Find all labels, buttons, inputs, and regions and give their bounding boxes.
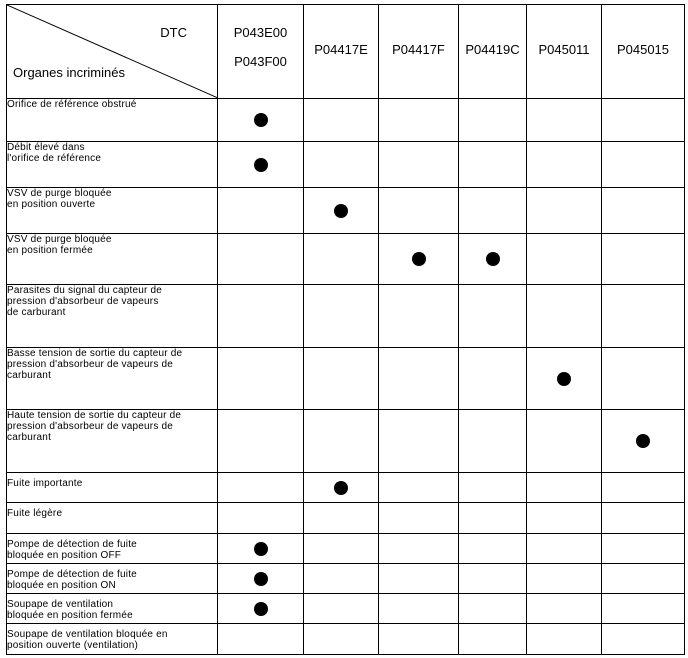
table-row: [7, 594, 685, 624]
table-row: [7, 234, 685, 285]
organ-label: [7, 410, 218, 473]
matrix-cell: [304, 410, 379, 473]
matrix-cell: [379, 234, 459, 285]
matrix-cell: [602, 142, 685, 188]
organ-label: [7, 503, 218, 534]
matrix-cell: [459, 188, 527, 234]
filled-dot-icon: [412, 252, 426, 266]
organ-label-text: Basse tension de sortie du capteur de pression d'absorbeur de vapeurs de carburant: [7, 348, 183, 381]
filled-dot-icon: [557, 372, 571, 386]
dtc-code: P045015: [616, 42, 670, 57]
dtc-matrix-table: [6, 4, 685, 655]
matrix-cell: [218, 594, 304, 624]
matrix-cell: [527, 624, 602, 655]
matrix-cell: [527, 99, 602, 142]
organ-label: [7, 624, 218, 655]
dtc-code: P043F00: [234, 54, 287, 69]
matrix-cell: [218, 534, 304, 564]
organ-label-text: Haute tension de sortie du capteur de pression d'absorbeur de vapeurs de carburant: [7, 410, 182, 443]
filled-dot-icon: [636, 434, 650, 448]
matrix-cell: [379, 534, 459, 564]
matrix-cell: [459, 234, 527, 285]
table-row: [7, 285, 685, 348]
matrix-cell: [459, 534, 527, 564]
matrix-cell: [459, 624, 527, 655]
organ-label: [7, 473, 218, 503]
filled-dot-icon: [334, 481, 348, 495]
organ-label: [7, 188, 218, 234]
matrix-cell: [379, 410, 459, 473]
matrix-cell: [379, 348, 459, 410]
matrix-cell: [602, 99, 685, 142]
filled-dot-icon: [254, 158, 268, 172]
matrix-cell: [527, 534, 602, 564]
matrix-cell: [602, 285, 685, 348]
dtc-label: DTC: [160, 25, 187, 40]
matrix-cell: [527, 503, 602, 534]
matrix-cell: [527, 142, 602, 188]
organ-label: [7, 348, 218, 410]
matrix-cell: [379, 188, 459, 234]
matrix-cell: [527, 188, 602, 234]
matrix-cell: [602, 503, 685, 534]
matrix-cell: [527, 410, 602, 473]
organ-label-text: Pompe de détection de fuite bloquée en position ON: [7, 569, 137, 591]
organ-label-text: Soupape de ventilation bloquée en position fermée: [7, 599, 133, 621]
table-row: [7, 624, 685, 655]
dtc-code-header: [304, 5, 379, 99]
dtc-code: P04419C: [465, 42, 520, 57]
matrix-cell: [304, 285, 379, 348]
matrix-cell: [218, 234, 304, 285]
table-row: [7, 188, 685, 234]
organ-label-text: Orifice de référence obstrué: [7, 99, 137, 110]
matrix-cell: [379, 624, 459, 655]
filled-dot-icon: [486, 252, 500, 266]
organ-label-text: VSV de purge bloquée en position fermée: [7, 234, 112, 256]
matrix-cell: [527, 348, 602, 410]
table-row: [7, 503, 685, 534]
organ-label: [7, 594, 218, 624]
matrix-cell: [602, 564, 685, 594]
matrix-cell: [218, 503, 304, 534]
dtc-code: P04417F: [392, 42, 445, 57]
organ-label-text: Fuite légère: [7, 508, 63, 519]
matrix-cell: [304, 594, 379, 624]
matrix-cell: [527, 473, 602, 503]
diagonal-divider: [7, 5, 218, 98]
dtc-code-header: [527, 5, 602, 99]
table-row: [7, 410, 685, 473]
matrix-cell: [304, 624, 379, 655]
table-row: [7, 142, 685, 188]
matrix-cell: [218, 410, 304, 473]
organ-label: [7, 285, 218, 348]
matrix-cell: [218, 99, 304, 142]
matrix-cell: [304, 503, 379, 534]
matrix-cell: [379, 473, 459, 503]
dtc-code-header: [459, 5, 527, 99]
filled-dot-icon: [254, 602, 268, 616]
filled-dot-icon: [254, 113, 268, 127]
matrix-cell: [459, 503, 527, 534]
table-row: [7, 99, 685, 142]
matrix-cell: [304, 234, 379, 285]
matrix-cell: [218, 348, 304, 410]
matrix-cell: [379, 594, 459, 624]
matrix-cell: [527, 594, 602, 624]
filled-dot-icon: [334, 204, 348, 218]
organ-label: [7, 234, 218, 285]
matrix-cell: [527, 285, 602, 348]
organ-label: [7, 99, 218, 142]
table-row: [7, 348, 685, 410]
filled-dot-icon: [254, 572, 268, 586]
matrix-cell: [527, 234, 602, 285]
matrix-cell: [304, 188, 379, 234]
matrix-body: [7, 99, 685, 655]
matrix-cell: [379, 564, 459, 594]
matrix-cell: [459, 594, 527, 624]
table-row: [7, 473, 685, 503]
organ-label: [7, 564, 218, 594]
dtc-code: P043E00: [233, 25, 288, 40]
matrix-cell: [602, 473, 685, 503]
matrix-cell: [602, 534, 685, 564]
matrix-cell: [304, 99, 379, 142]
matrix-cell: [602, 410, 685, 473]
matrix-cell: [602, 624, 685, 655]
dtc-code-header: [379, 5, 459, 99]
matrix-cell: [379, 503, 459, 534]
matrix-cell: [218, 624, 304, 655]
organ-label-text: Parasites du signal du capteur de pression d'absorbeur de vapeurs de carburant: [7, 285, 163, 318]
matrix-cell: [459, 473, 527, 503]
dtc-code-header: [218, 5, 304, 99]
organ-label: [7, 534, 218, 564]
matrix-cell: [218, 188, 304, 234]
matrix-cell: [379, 99, 459, 142]
matrix-cell: [459, 142, 527, 188]
matrix-cell: [459, 564, 527, 594]
matrix-cell: [218, 564, 304, 594]
matrix-cell: [459, 348, 527, 410]
matrix-cell: [602, 348, 685, 410]
header-row: [7, 5, 685, 99]
organ-label-text: Soupape de ventilation bloquée en position ouverte (ventilation): [7, 629, 168, 651]
matrix-cell: [218, 285, 304, 348]
dtc-code: P04417E: [314, 42, 368, 57]
matrix-cell: [304, 473, 379, 503]
organ-label-text: Débit élevé dans l'orifice de référence: [7, 142, 102, 164]
dtc-code-header: [602, 5, 685, 99]
matrix-cell: [527, 564, 602, 594]
matrix-cell: [459, 285, 527, 348]
matrix-cell: [459, 410, 527, 473]
dtc-code: P045011: [538, 42, 590, 57]
organ-label-text: Fuite importante: [7, 478, 83, 489]
table-row: [7, 534, 685, 564]
matrix-cell: [602, 234, 685, 285]
matrix-cell: [304, 348, 379, 410]
matrix-cell: [304, 534, 379, 564]
organ-label-text: VSV de purge bloquée en position ouverte: [7, 188, 112, 210]
matrix-cell: [459, 99, 527, 142]
matrix-cell: [218, 473, 304, 503]
organ-label: [7, 142, 218, 188]
matrix-cell: [304, 142, 379, 188]
matrix-cell: [218, 142, 304, 188]
matrix-cell: [379, 142, 459, 188]
matrix-cell: [379, 285, 459, 348]
filled-dot-icon: [254, 542, 268, 556]
matrix-cell: [304, 564, 379, 594]
table-row: [7, 564, 685, 594]
corner-header-cell: [7, 5, 218, 99]
matrix-cell: [602, 594, 685, 624]
organ-label-text: Pompe de détection de fuite bloquée en position OFF: [7, 539, 137, 561]
organs-label: Organes incriminés: [13, 65, 125, 80]
matrix-cell: [602, 188, 685, 234]
